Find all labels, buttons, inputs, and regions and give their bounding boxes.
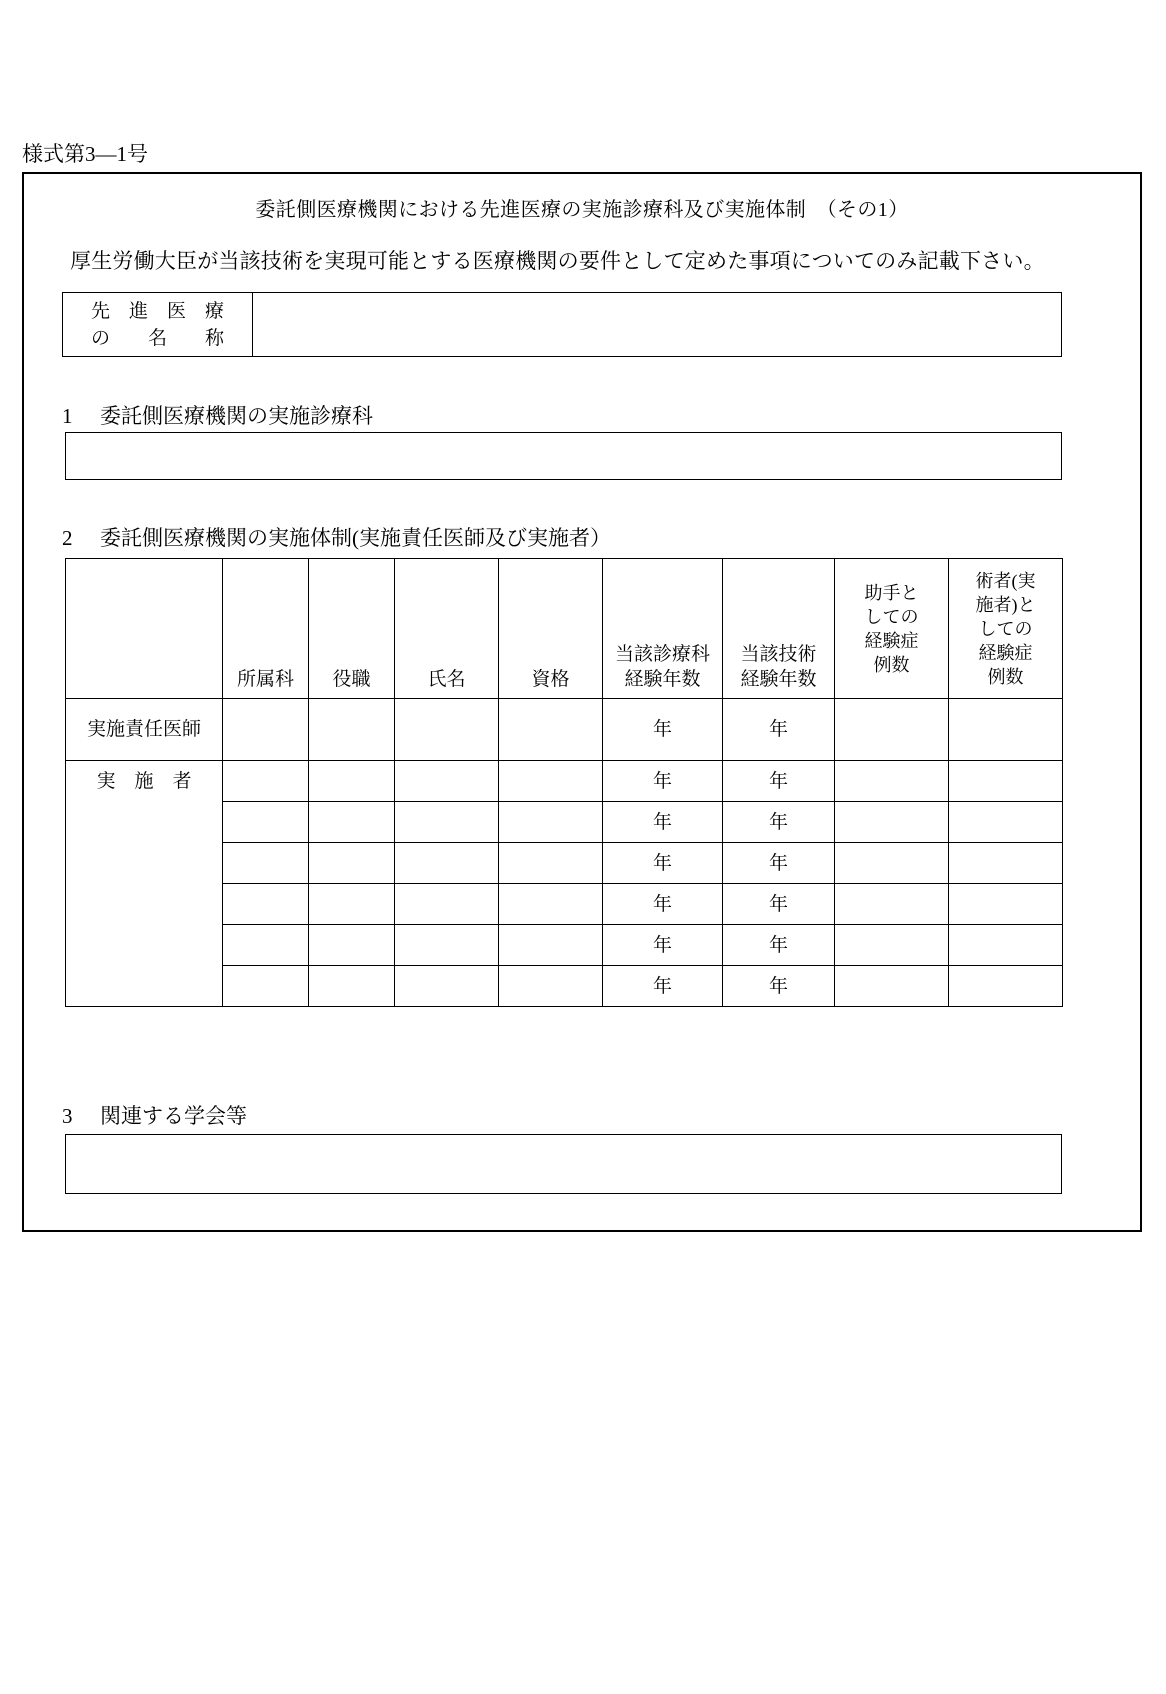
cell-position[interactable] — [309, 761, 395, 802]
table-row — [66, 761, 1063, 802]
cell-position[interactable] — [309, 843, 395, 884]
cell-technique-years[interactable]: 年 — [723, 843, 835, 884]
cell-department[interactable] — [223, 699, 309, 761]
cell-qualification[interactable] — [499, 699, 603, 761]
cell-qualification[interactable] — [499, 843, 603, 884]
cell-assistant-cases[interactable] — [835, 884, 949, 925]
advanced-medicine-name-label-line2: の 名 称 — [90, 327, 224, 349]
cell-department-years[interactable]: 年 — [603, 699, 723, 761]
column-header-technique-years-line2: 経験年数 — [740, 669, 817, 690]
form-outer-frame — [22, 172, 1142, 1232]
cell-assistant-cases[interactable] — [835, 761, 949, 802]
cell-department[interactable] — [223, 761, 309, 802]
advanced-medicine-name-box — [62, 292, 1062, 357]
column-header-qualification: 資格 — [499, 559, 603, 699]
section-1-number: 1 — [62, 404, 73, 428]
section-1-label: 委託側医療機関の実施診療科 — [100, 404, 373, 428]
section-2-number: 2 — [62, 526, 73, 550]
section-1-input[interactable] — [65, 432, 1062, 480]
section-3-label: 関連する学会等 — [100, 1104, 247, 1128]
cell-assistant-cases[interactable] — [835, 925, 949, 966]
cell-department[interactable] — [223, 925, 309, 966]
table-header-row — [66, 559, 1063, 699]
cell-technique-years[interactable]: 年 — [723, 699, 835, 761]
page-title: 委託側医療機関における先進医療の実施診療科及び実施体制 （その1） — [255, 199, 909, 221]
section-2-label: 委託側医療機関の実施体制(実施責任医師及び実施者） — [100, 526, 611, 550]
column-header-assistant-cases-line1: 助手と — [864, 582, 919, 603]
column-header-operator-cases-line1: 術者(実 — [975, 570, 1036, 591]
cell-technique-years[interactable]: 年 — [723, 761, 835, 802]
instruction-text: 厚生労働大臣が当該技術を実現可能とする医療機関の要件として定めた事項についてのみ記載下さい。 — [70, 249, 1045, 273]
section-3-number: 3 — [62, 1104, 73, 1128]
advanced-medicine-name-label-line1: 先 進 医 療 — [90, 300, 224, 322]
cell-position[interactable] — [309, 699, 395, 761]
cell-department-years[interactable]: 年 — [603, 761, 723, 802]
staff-table — [65, 558, 1063, 1007]
section-1-heading — [62, 402, 373, 430]
column-header-assistant-cases-line4: 例数 — [873, 654, 910, 675]
form-number: 様式第3—1号 — [22, 142, 148, 166]
cell-name[interactable] — [395, 925, 499, 966]
cell-technique-years[interactable]: 年 — [723, 966, 835, 1007]
cell-department[interactable] — [223, 966, 309, 1007]
column-header-operator-cases-line3: しての — [978, 618, 1033, 639]
column-header-operator-cases-line2: 施者)と — [975, 594, 1036, 615]
cell-department-years[interactable]: 年 — [603, 966, 723, 1007]
column-header-department-years — [603, 559, 723, 699]
cell-operator-cases[interactable] — [949, 699, 1063, 761]
advanced-medicine-name-input[interactable] — [253, 293, 1061, 356]
cell-department-years[interactable]: 年 — [603, 802, 723, 843]
column-header-technique-years — [723, 559, 835, 699]
column-header-operator-cases-line5: 例数 — [987, 666, 1024, 687]
cell-name[interactable] — [395, 761, 499, 802]
cell-qualification[interactable] — [499, 884, 603, 925]
cell-operator-cases[interactable] — [949, 802, 1063, 843]
section-3-heading — [62, 1102, 247, 1130]
cell-position[interactable] — [309, 966, 395, 1007]
row-label-lead-physician: 実施責任医師 — [66, 699, 223, 761]
column-header-position: 役職 — [309, 559, 395, 699]
cell-department[interactable] — [223, 802, 309, 843]
cell-department-years[interactable]: 年 — [603, 843, 723, 884]
table-row — [66, 699, 1063, 761]
cell-name[interactable] — [395, 802, 499, 843]
column-header-department: 所属科 — [223, 559, 309, 699]
cell-position[interactable] — [309, 802, 395, 843]
column-header-department-years-line1: 当該診療科 — [614, 644, 710, 665]
cell-operator-cases[interactable] — [949, 925, 1063, 966]
cell-assistant-cases[interactable] — [835, 699, 949, 761]
cell-qualification[interactable] — [499, 925, 603, 966]
cell-name[interactable] — [395, 843, 499, 884]
column-header-operator-cases-line4: 経験症 — [978, 642, 1033, 663]
cell-operator-cases[interactable] — [949, 884, 1063, 925]
cell-operator-cases[interactable] — [949, 843, 1063, 884]
advanced-medicine-name-label — [63, 293, 253, 356]
row-label-operators: 実 施 者 — [66, 761, 223, 1007]
cell-department-years[interactable]: 年 — [603, 925, 723, 966]
cell-qualification[interactable] — [499, 761, 603, 802]
cell-position[interactable] — [309, 884, 395, 925]
column-header-operator-cases — [949, 559, 1063, 699]
cell-technique-years[interactable]: 年 — [723, 802, 835, 843]
cell-department[interactable] — [223, 884, 309, 925]
column-header-role — [66, 559, 223, 699]
cell-name[interactable] — [395, 699, 499, 761]
column-header-name: 氏名 — [395, 559, 499, 699]
cell-position[interactable] — [309, 925, 395, 966]
cell-qualification[interactable] — [499, 966, 603, 1007]
cell-operator-cases[interactable] — [949, 966, 1063, 1007]
cell-name[interactable] — [395, 884, 499, 925]
column-header-assistant-cases-line2: しての — [864, 606, 919, 627]
cell-name[interactable] — [395, 966, 499, 1007]
cell-department-years[interactable]: 年 — [603, 884, 723, 925]
cell-technique-years[interactable]: 年 — [723, 925, 835, 966]
cell-department[interactable] — [223, 843, 309, 884]
cell-assistant-cases[interactable] — [835, 966, 949, 1007]
column-header-assistant-cases — [835, 559, 949, 699]
column-header-department-years-line2: 経験年数 — [624, 669, 701, 690]
column-header-technique-years-line1: 当該技術 — [740, 644, 817, 665]
table-body — [66, 699, 1063, 1007]
cell-assistant-cases[interactable] — [835, 802, 949, 843]
cell-operator-cases[interactable] — [949, 761, 1063, 802]
cell-assistant-cases[interactable] — [835, 843, 949, 884]
cell-qualification[interactable] — [499, 802, 603, 843]
cell-technique-years[interactable]: 年 — [723, 884, 835, 925]
column-header-assistant-cases-line3: 経験症 — [864, 630, 919, 651]
section-3-input[interactable] — [65, 1134, 1062, 1194]
section-2-heading — [62, 524, 611, 552]
